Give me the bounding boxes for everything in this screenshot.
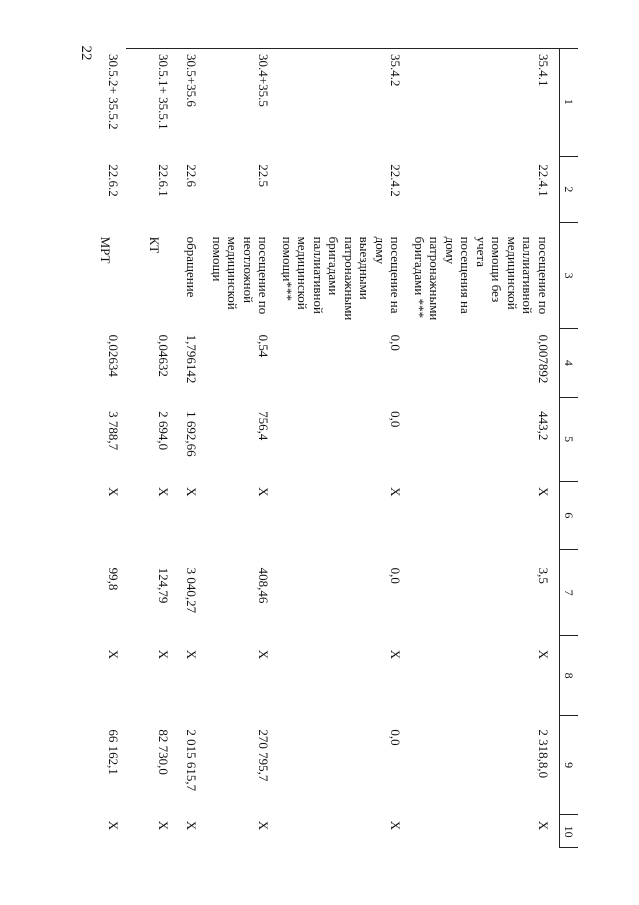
table-cell: 35.4.1	[536, 54, 551, 87]
table-cell: 2 694,0	[156, 411, 172, 451]
table-cell: X	[156, 649, 172, 660]
table-cell: 0,0	[388, 334, 404, 351]
column-header: 7	[560, 550, 579, 636]
table-cell: X	[536, 487, 551, 497]
table-cell: X	[256, 649, 272, 660]
table-cell: X	[106, 487, 122, 497]
table-cell: 124,79	[156, 567, 172, 604]
table-cell: 0,02634	[106, 334, 122, 377]
table-cell: 0,04632	[156, 334, 172, 377]
table-cell: X	[256, 487, 272, 497]
table-cell: 3 788,7	[106, 411, 122, 451]
table-cell: 2 015 615,7	[184, 729, 200, 792]
table-row	[180, 48, 208, 848]
table-cell: посещение по неотложной медицинской помощи	[210, 236, 272, 315]
table-cell: 0,54	[256, 334, 272, 358]
table-cell: 3 040,27	[184, 567, 200, 614]
table-cell: 22.6.1	[156, 164, 172, 197]
table-cell: X	[536, 649, 551, 660]
table-cell: 30.5.2+ 35.5.2	[106, 54, 122, 130]
table-cell: X	[156, 487, 172, 497]
column-header: 8	[560, 636, 579, 716]
table-row	[208, 48, 280, 848]
table-cell: X	[184, 649, 200, 660]
table-cell: X	[106, 820, 122, 831]
column-header: 9	[560, 715, 579, 814]
table-cell: 756,4	[256, 411, 272, 441]
table-cell: X	[388, 487, 404, 497]
table-cell: посещение по паллиативной медицинской помощи без учета посещения на дому патронажными бригадами ***	[412, 236, 551, 321]
table-cell: 1,796142	[184, 334, 200, 384]
table-cell: 3,5	[536, 567, 551, 584]
table-cell: X	[184, 487, 200, 497]
table-cell: 0,0	[388, 729, 404, 746]
table-cell: X	[256, 820, 272, 831]
tariff-table	[82, 48, 579, 848]
table-header-row	[560, 48, 579, 848]
column-header: 3	[560, 223, 579, 329]
table-row	[82, 48, 130, 848]
table-cell: 2 318,8,0	[536, 729, 551, 779]
table-cell: 0,007892	[536, 334, 551, 384]
table-cell: X	[106, 649, 122, 660]
table-cell: 1 692,66	[184, 411, 200, 457]
page-number: 22	[78, 45, 94, 61]
table-cell: 22.4.1	[536, 164, 551, 197]
table-cell: 82 730,0	[156, 729, 172, 775]
table-cell: 66 162,1	[106, 729, 122, 775]
column-header: 4	[560, 329, 579, 398]
table-cell: X	[536, 820, 551, 831]
table-cell: X	[388, 820, 404, 831]
table-cell: X	[156, 820, 172, 831]
column-header: 5	[560, 397, 579, 481]
table-cell: 30.5.1+ 35.5.1	[156, 54, 172, 130]
table-cell: 35.4.2	[388, 54, 404, 87]
table-cell: X	[184, 820, 200, 831]
table-cell: 408,46	[256, 567, 272, 604]
table-row	[412, 48, 560, 848]
table-cell: 30.5+35.6	[184, 54, 200, 107]
table-cell: 99,8	[106, 567, 122, 591]
column-header: 10	[560, 815, 579, 848]
table-cell: X	[388, 649, 404, 660]
rotated-table-container	[98, 48, 578, 848]
table-cell: 22.6.2	[106, 164, 122, 197]
table-row	[130, 48, 180, 848]
table-cell: 443,2	[536, 411, 551, 441]
table-cell: 30.4+35.5	[256, 54, 272, 107]
table-right-rule	[560, 847, 578, 848]
table-row	[280, 48, 412, 848]
table-cell: посещение на дому выездными патронажными бригадами паллиативной медицинской помощи***	[280, 236, 404, 321]
table-cell: 270 795,7	[256, 729, 272, 782]
column-header: 1	[560, 48, 579, 156]
table-cell: 22.5	[256, 164, 272, 188]
table-cell: 0,0	[388, 567, 404, 584]
column-header: 6	[560, 481, 579, 550]
table-cell: 22.4.2	[388, 164, 404, 197]
table-left-rule	[126, 48, 578, 49]
table-cell: обращение	[184, 236, 200, 298]
column-header: 2	[560, 156, 579, 222]
table-cell: МРТ	[98, 236, 114, 264]
table-cell: 0,0	[388, 411, 404, 428]
table-cell: 22.6	[184, 164, 200, 188]
table-cell: КТ	[147, 236, 163, 254]
